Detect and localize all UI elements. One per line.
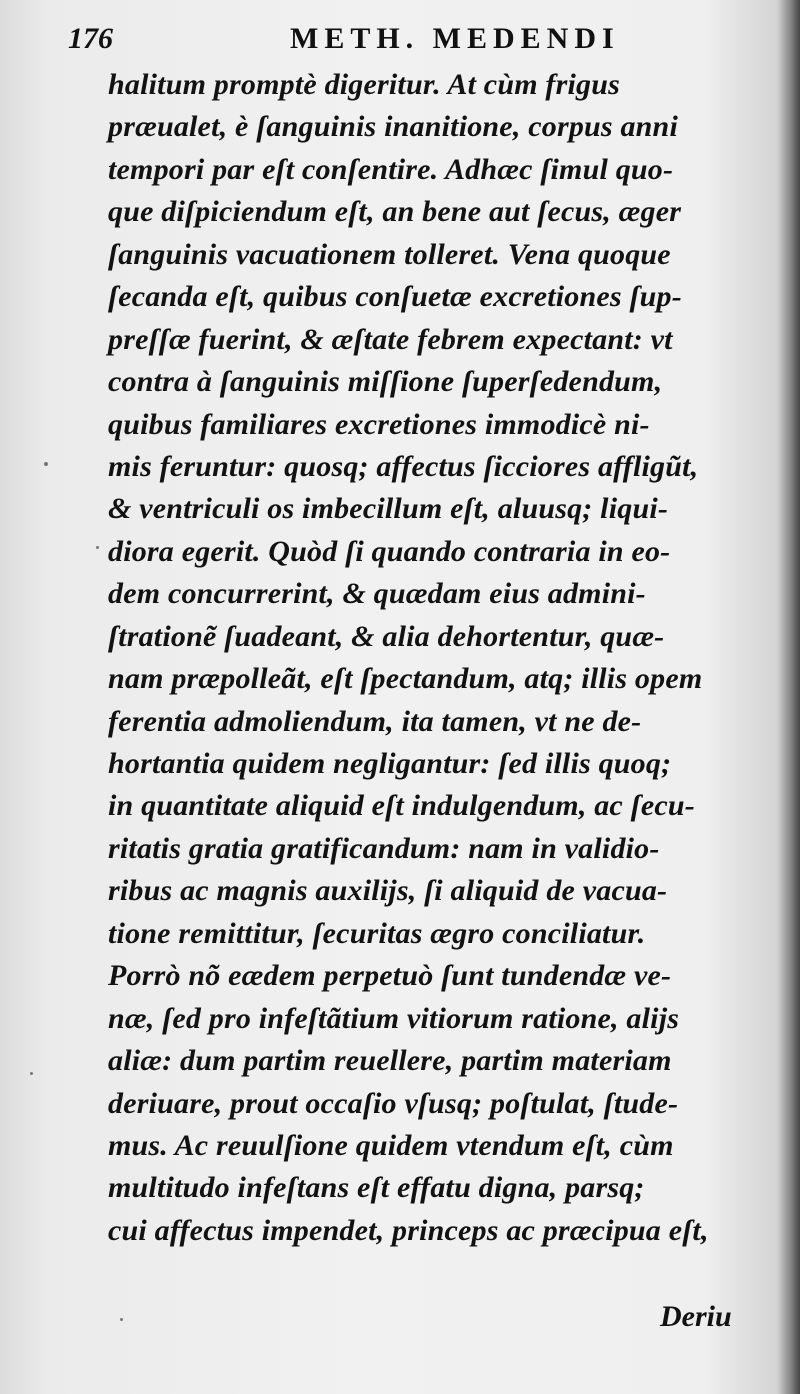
page-edge-shadow [778,0,800,1394]
body-text [108,64,768,1252]
text-line: contra à ſanguinis miſſione ſuperſedendum, [108,365,663,399]
page-number: 176 [68,22,113,55]
text-line: ribus ac magnis auxilijs, ſi aliquid de vacua- [108,874,668,908]
ink-speck [30,1072,33,1075]
text-line: ſtrationẽ ſuadeant, & alia dehortentur, quæ- [108,619,665,653]
text-line: nam præpolleãt, eſt ſpectandum, atq; illis opem [108,662,703,696]
text-line: cui affectus impendet, princeps ac præcipua eſt, [108,1213,709,1247]
page-header [68,18,658,66]
catchword: Deriu [660,1300,732,1333]
ink-speck [44,462,48,466]
text-line: mus. Ac reuulſione quidem vtendum eſt, cùm [108,1128,674,1162]
text-line: hortantia quidem negligantur: ſed illis quoq; [108,747,672,780]
text-line: Porrò nõ eædem perpetuò ſunt tundendæ ve- [108,959,672,993]
running-head: METH. MEDENDI [290,22,620,55]
text-line: ſanguinis vacuationem tolleret. Vena quoque [108,237,671,271]
text-line: preſſæ fuerint, & æſtate febrem expectant: vt [108,322,673,356]
text-line: aliæ: dum partim reuellere, partim materiam [108,1044,672,1078]
text-line: næ, ſed pro infeſtãtium vitiorum ratione, alijs [108,1001,680,1035]
ink-speck [96,546,99,549]
text-line: & ventriculi os imbecillum eſt, aluusq; liqui- [108,492,669,526]
text-line: mis feruntur: quosq; affectus ſicciores affligũt, [108,449,699,483]
text-line: dem concurrerint, & quædam eius admini- [108,577,646,611]
text-line: que diſpiciendum eſt, an bene aut ſecus, æger [108,195,682,229]
text-line: multitudo infeſtans eſt effatu digna, parsq; [108,1171,645,1205]
text-line: tempori par eſt conſentire. Adhæc ſimul quo- [108,152,674,186]
text-line: ſecanda eſt, quibus conſuetæ excretiones ſup- [108,280,682,314]
text-line: deriuare, prout occaſio vſusq; poſtulat, ſtude- [108,1086,679,1120]
text-line: ferentia admoliendum, ita tamen, vt ne de- [108,704,642,738]
text-line: in quantitate aliquid eſt indulgendum, ac ſecu- [108,789,695,823]
text-line: tione remittitur, ſecuritas ægro conciliatur. [108,916,646,950]
text-line: halitum promptè digeritur. At cùm frigus [108,68,620,101]
text-line: præualet, è ſanguinis inanitione, corpus anni [108,110,678,144]
ink-speck [120,1318,123,1321]
text-line: diora egerit. Quòd ſi quando contraria in eo- [108,534,671,568]
text-line: ritatis gratia gratificandum: nam in validio- [108,831,660,865]
text-line: quibus familiares excretiones immodicè ni- [108,407,650,441]
